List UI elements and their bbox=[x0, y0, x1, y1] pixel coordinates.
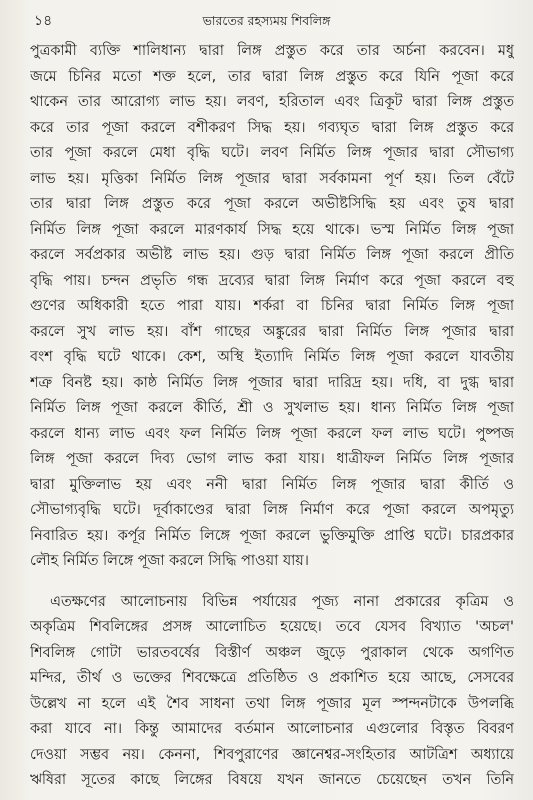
text-line: এতক্ষণের আলোচনায় বিভিন্ন পর্যায়ের পূজ্য নানা প্রকারের কৃত্রিম ও bbox=[50, 593, 514, 610]
text-line: নির্মিত লিঙ্গ পূজা করলে মারণকার্য সিদ্ধ হয়ে থাকে। ভস্ম নির্মিত লিঙ্গ পূজা bbox=[30, 221, 514, 238]
text-line: মন্দির, তীর্থ ও ভক্তের শিবক্ষেত্রে প্রতিষ্ঠিত ও প্রকাশিত হয়ে আছে, সেসবের bbox=[30, 670, 514, 686]
running-title: ভারতের রহস্যময় শিবলিঙ্গ bbox=[202, 13, 331, 28]
text-line: পুত্রকামী ব্যক্তি শালিধান্য দ্বারা লিঙ্গ প্রস্তুত করে তার অর্চনা করবেন। মধু bbox=[30, 43, 514, 59]
text-line: করলে সর্বপ্রকার অভীষ্ট লাভ হয়। গুড় দ্বারা নির্মিত লিঙ্গ পূজা করলে প্রীতি bbox=[30, 247, 514, 263]
text-line: করে তার পূজা করলে বশীকরণ সিদ্ধ হয়। গব্যঘৃত দ্বারা লিঙ্গ প্রস্তুত করে bbox=[30, 119, 514, 136]
text-line: তার দ্বারা লিঙ্গ প্রস্তুত করে পূজা করলে অভীষ্টসিদ্ধি হয় এবং তুষ দ্বারা bbox=[30, 196, 514, 212]
text-line: ঋষিরা সূতের কাছে লিঙ্গের বিষয়ে যখন জানতে চেয়েছেন তখন তিনি bbox=[30, 772, 514, 788]
text-line: গুণের অধিকারী হতে পারা যায়। শর্করা বা চিনির দ্বারা নির্মিত লিঙ্গ পূজা bbox=[30, 298, 514, 314]
text-line: দেওয়া সম্ভব নয়। কেননা, শিবপুরাণের জ্ঞানেশ্বর-সংহিতার আটত্রিশ অধ্যায়ে bbox=[30, 746, 514, 763]
running-header bbox=[0, 10, 533, 34]
paragraph-1 bbox=[30, 39, 514, 575]
text-line: বৃদ্ধি পায়। চন্দন প্রভৃতি গন্ধ দ্রব্যের দ্বারা লিঙ্গ নির্মাণ করে পূজা করলে বহু bbox=[30, 272, 514, 289]
text-line: বংশ বৃদ্ধি ঘটে থাকে। কেশ, অস্থি ইত্যাদি নির্মিত লিঙ্গ পূজা করলে যাবতীয় bbox=[30, 349, 514, 365]
text-line: লৌহ নির্মিত লিঙ্গে পূজা করলে সিদ্ধি পাওয়া যায়। bbox=[30, 553, 309, 569]
text-line: লিঙ্গ পূজা করলে দিব্য ভোগ লাভ করা যায়। ধাত্রীফল নির্মিত লিঙ্গ পূজার bbox=[30, 451, 514, 467]
text-line: অকৃত্রিম শিবলিঙ্গের প্রসঙ্গ আলোচিত হয়েছে। তবে যেসব বিখ্যাত 'অচল' bbox=[30, 619, 514, 635]
paragraph-spacer bbox=[30, 575, 514, 590]
text-line: জমে চিনির মতো শক্ত হলে, তার দ্বারা লিঙ্গ প্রস্তুত করে যিনি পূজা করে bbox=[30, 68, 514, 85]
paragraph-2 bbox=[30, 590, 514, 794]
text-line: করলে সুখ লাভ হয়। বাঁশ গাছের অঙ্কুরের দ্বারা নির্মিত লিঙ্গ পূজার দ্বারা bbox=[30, 323, 514, 340]
page-number: ১৪ bbox=[34, 13, 53, 29]
text-line: দ্বারা মুক্তিলাভ হয় এবং ননী দ্বারা নির্মিত লিঙ্গ পূজার দ্বারা কীর্তি ও bbox=[30, 476, 514, 493]
text-line: নিবারিত হয়। কর্পূর নির্মিত লিঙ্গে পূজা করলে ভুক্তিমুক্তি প্রাপ্তি ঘটে। চারপ্রকার bbox=[30, 527, 514, 544]
text-line: শত্রু বিনষ্ট হয়। কাষ্ঠ নির্মিত লিঙ্গ পূজার দ্বারা দারিদ্র হয়। দধি, বা দুগ্ধ দ্বারা bbox=[30, 374, 514, 391]
text-line: শিবলিঙ্গ গোটা ভারতবর্ষের বিস্তীর্ণ অঞ্চল জুড়ে পুরাকাল থেকে অগণিত bbox=[30, 644, 514, 661]
text-line: করলে ধান্য লাভ এবং ফল নির্মিত লিঙ্গ পূজা করলে ফল লাভ ঘটে। পুষ্পজ bbox=[30, 425, 514, 442]
text-line: সৌভাগ্যবৃদ্ধি ঘটে। দূর্বাকাণ্ডের দ্বারা লিঙ্গ নির্মাণ করে পূজা করলে অপমৃত্যু bbox=[30, 502, 514, 518]
text-line: নির্মিত লিঙ্গ পূজা করলে কীর্তি, শ্রী ও সুখলাভ হয়। ধান্য নির্মিত লিঙ্গ পূজা bbox=[30, 400, 514, 416]
text-line: থাকেন তার আরোগ্য লাভ হয়। লবণ, হরিতাল এবং ত্রিকূট দ্বারা লিঙ্গ প্রস্তুত bbox=[30, 94, 514, 110]
text-line: উল্লেখ না হলে এই শৈব সাধনা তথা লিঙ্গ পূজার মূল স্পন্দনটাকে উপলব্ধি bbox=[30, 695, 514, 712]
text-line: করা যাবে না। কিন্তু আমাদের বর্তমান আলোচনার এগুলোর বিস্তৃত বিবরণ bbox=[30, 721, 514, 737]
text-line: লাভ হয়। মৃত্তিকা নির্মিত লিঙ্গ পূজার দ্বারা সর্বকামনা পূর্ণ হয়। তিল বেঁটে bbox=[30, 170, 514, 187]
body-text bbox=[30, 39, 514, 794]
text-line: তার পূজা করলে মেধা বৃদ্ধি ঘটে। লবণ নির্মিত লিঙ্গ পূজার দ্বারা সৌভাগ্য bbox=[30, 145, 514, 161]
